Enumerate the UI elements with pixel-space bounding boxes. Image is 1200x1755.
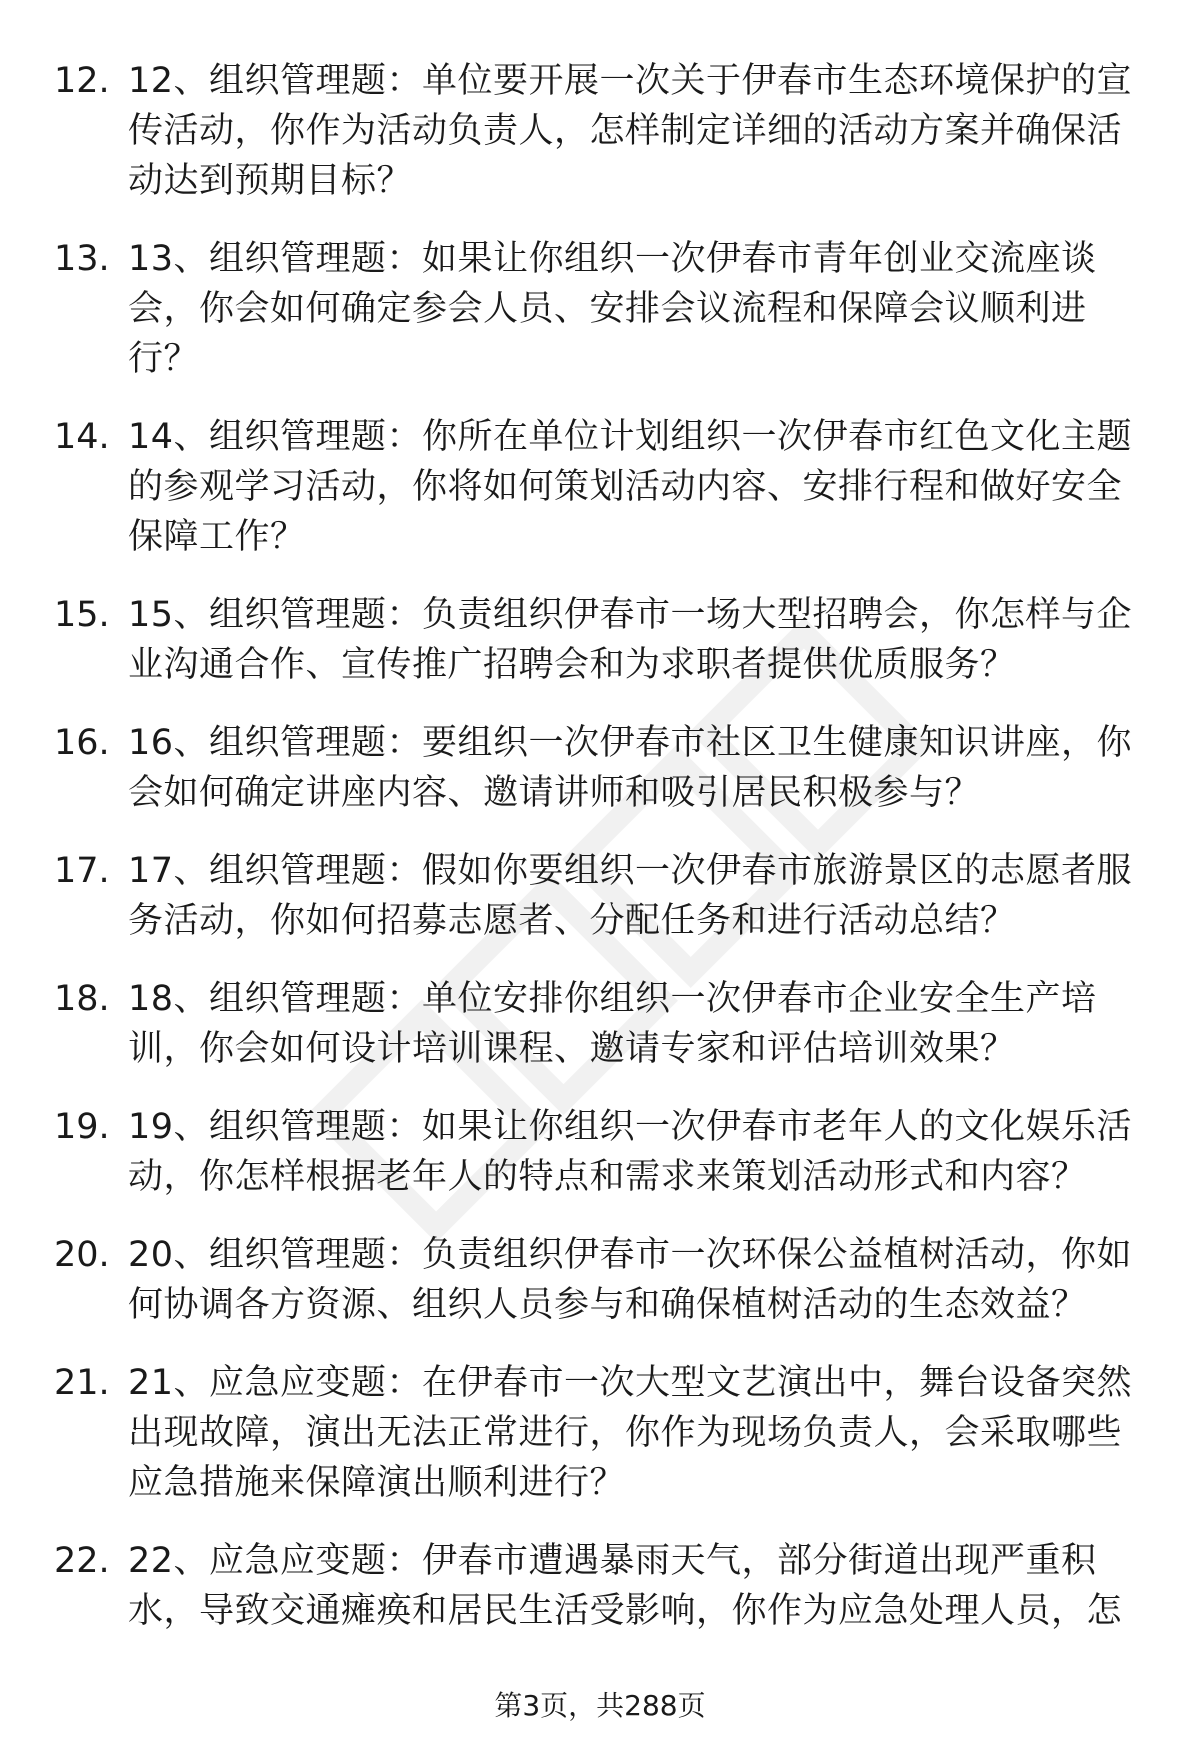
question-item	[0, 590, 1200, 690]
question-item	[0, 56, 1200, 206]
question-item	[0, 974, 1200, 1074]
question-number: 19.	[54, 1107, 110, 1147]
question-item	[0, 234, 1200, 384]
question-number: 12.	[54, 61, 110, 101]
question-number: 13.	[54, 239, 110, 279]
question-item	[0, 1536, 1200, 1686]
question-item	[0, 1358, 1200, 1508]
question-number: 14.	[54, 417, 110, 457]
question-number: 18.	[54, 979, 110, 1019]
question-list	[0, 56, 1200, 1714]
question-text: 14、组织管理题：你所在单位计划组织一次伊春市红色文化主题的参观学习活动，你将如何策划活动内容、安排行程和做好安全保障工作？	[128, 417, 1133, 557]
question-number: 22.	[54, 1541, 110, 1581]
question-text: 20、组织管理题：负责组织伊春市一次环保公益植树活动，你如何协调各方资源、组织人员参与和确保植树活动的生态效益？	[128, 1235, 1133, 1325]
question-item	[0, 1230, 1200, 1330]
question-text: 12、组织管理题：单位要开展一次关于伊春市生态环境保护的宣传活动，你作为活动负责人，怎样制定详细的活动方案并确保活动达到预期目标？	[128, 61, 1133, 201]
question-number: 15.	[54, 595, 110, 635]
question-item	[0, 412, 1200, 562]
question-text: 13、组织管理题：如果让你组织一次伊春市青年创业交流座谈会，你会如何确定参会人员、安排会议流程和保障会议顺利进行？	[128, 239, 1097, 379]
question-text: 21、应急应变题：在伊春市一次大型文艺演出中，舞台设备突然出现故障，演出无法正常进行，你作为现场负责人，会采取哪些应急措施来保障演出顺利进行？	[128, 1363, 1133, 1503]
question-item	[0, 1102, 1200, 1202]
question-text: 22、应急应变题：伊春市遭遇暴雨天气，部分街道出现严重积水，导致交通瘫痪和居民生活受影响，你作为应急处理人员，怎	[128, 1541, 1123, 1631]
page-indicator: 第3页，共288页	[494, 1689, 706, 1722]
question-item	[0, 718, 1200, 818]
question-number: 16.	[54, 723, 110, 763]
question-text: 18、组织管理题：单位安排你组织一次伊春市企业安全生产培训，你会如何设计培训课程、邀请专家和评估培训效果？	[128, 979, 1097, 1069]
question-item	[0, 846, 1200, 946]
question-text: 17、组织管理题：假如你要组织一次伊春市旅游景区的志愿者服务活动，你如何招募志愿者、分配任务和进行活动总结？	[128, 851, 1133, 941]
question-text: 16、组织管理题：要组织一次伊春市社区卫生健康知识讲座，你会如何确定讲座内容、邀请讲师和吸引居民积极参与？	[128, 723, 1133, 813]
question-number: 20.	[54, 1235, 110, 1275]
question-text: 19、组织管理题：如果让你组织一次伊春市老年人的文化娱乐活动，你怎样根据老年人的特点和需求来策划活动形式和内容？	[128, 1107, 1133, 1197]
question-text: 15、组织管理题：负责组织伊春市一场大型招聘会，你怎样与企业沟通合作、宣传推广招聘会和为求职者提供优质服务？	[128, 595, 1133, 685]
question-number: 21.	[54, 1363, 110, 1403]
question-number: 17.	[54, 851, 110, 891]
